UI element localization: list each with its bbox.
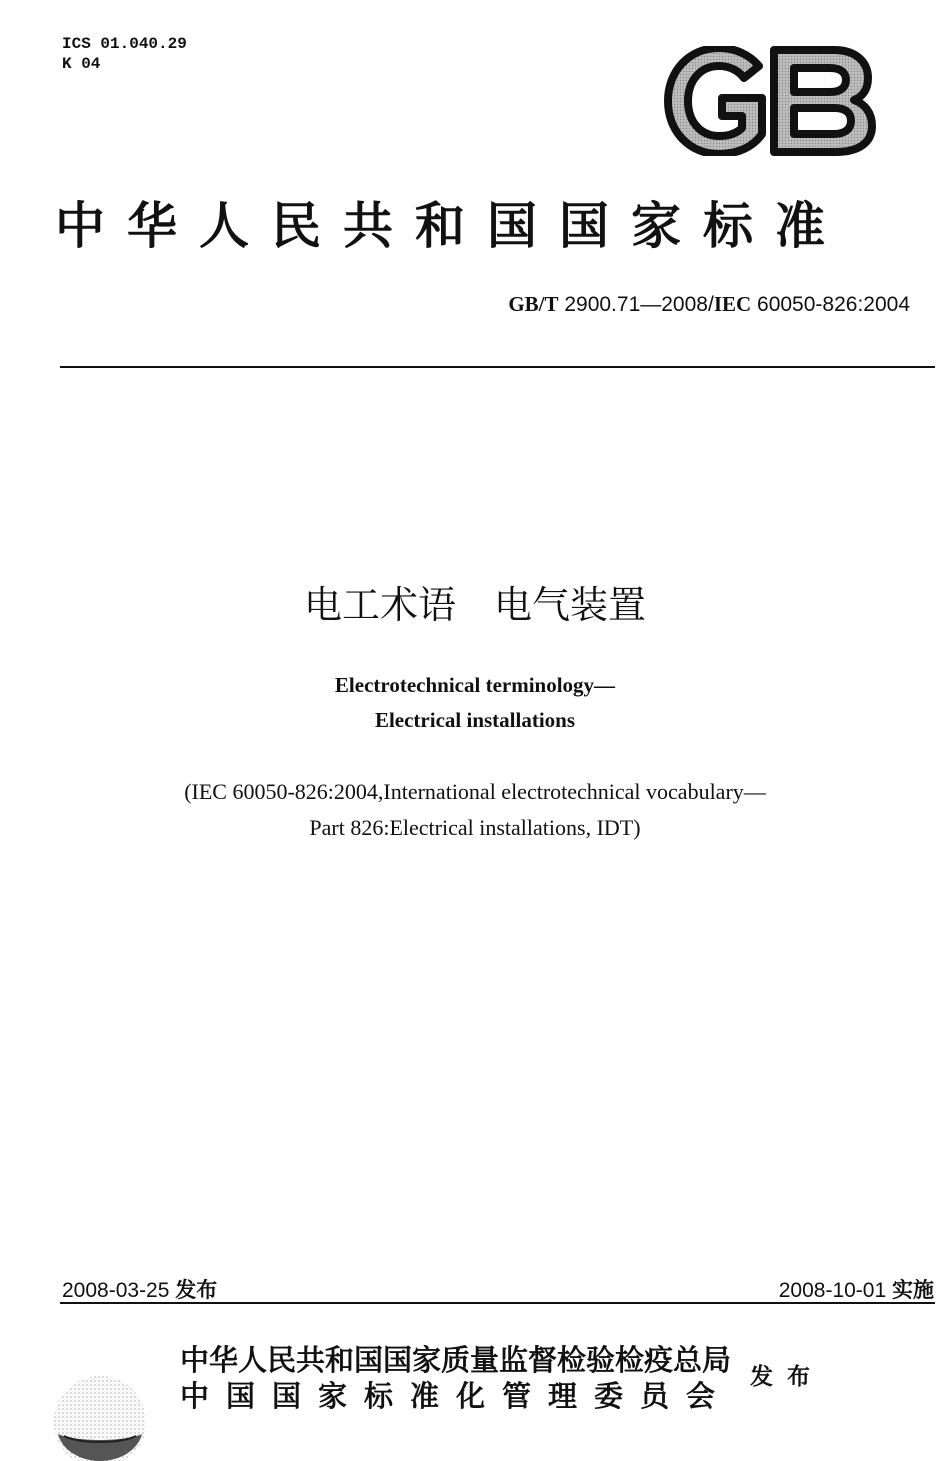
implement-date-value: 2008-10-01 xyxy=(778,1279,887,1302)
title-english xyxy=(0,668,950,738)
standard-number-iec: IEC xyxy=(713,292,752,316)
publish-date xyxy=(62,1274,217,1304)
title-english-line1: Electrotechnical terminology— xyxy=(334,673,616,697)
publish-label: 发布 xyxy=(175,1278,218,1302)
issuer-sac: 中国国家标准化管理委员会 xyxy=(180,1379,733,1413)
standard-number-prefix: GB/T xyxy=(508,292,559,316)
iec-reference-line1: (IEC 60050-826:2004,International electrotechnical vocabulary— xyxy=(184,779,766,804)
iec-reference-line2: Part 826:Electrical installations, IDT) xyxy=(309,815,641,840)
footer-divider xyxy=(60,1302,935,1304)
classification-codes xyxy=(62,34,187,74)
issued-label: 发布 xyxy=(750,1364,824,1390)
standard-number-mid: 2900.71—2008/ xyxy=(564,293,714,316)
header-divider xyxy=(60,366,935,368)
standard-body-title: 中华人民共和国国家标准 xyxy=(55,197,847,255)
standard-number xyxy=(508,292,910,317)
ccs-code: K 04 xyxy=(62,55,101,73)
ics-code: ICS 01.040.29 xyxy=(62,35,187,53)
seal-emblem xyxy=(50,1372,150,1461)
title-chinese: 电工术语 电气装置 xyxy=(303,583,646,627)
gb-logo xyxy=(664,46,876,156)
iec-reference xyxy=(0,774,950,846)
standard-number-suffix: 60050-826:2004 xyxy=(757,293,910,316)
publish-date-value: 2008-03-25 xyxy=(62,1279,170,1302)
title-english-line2: Electrical installations xyxy=(374,708,576,732)
implement-date xyxy=(779,1274,934,1304)
issuer-aqsiq: 中华人民共和国国家质量监督检验检疫总局 xyxy=(180,1343,732,1377)
implement-label: 实施 xyxy=(892,1278,934,1302)
